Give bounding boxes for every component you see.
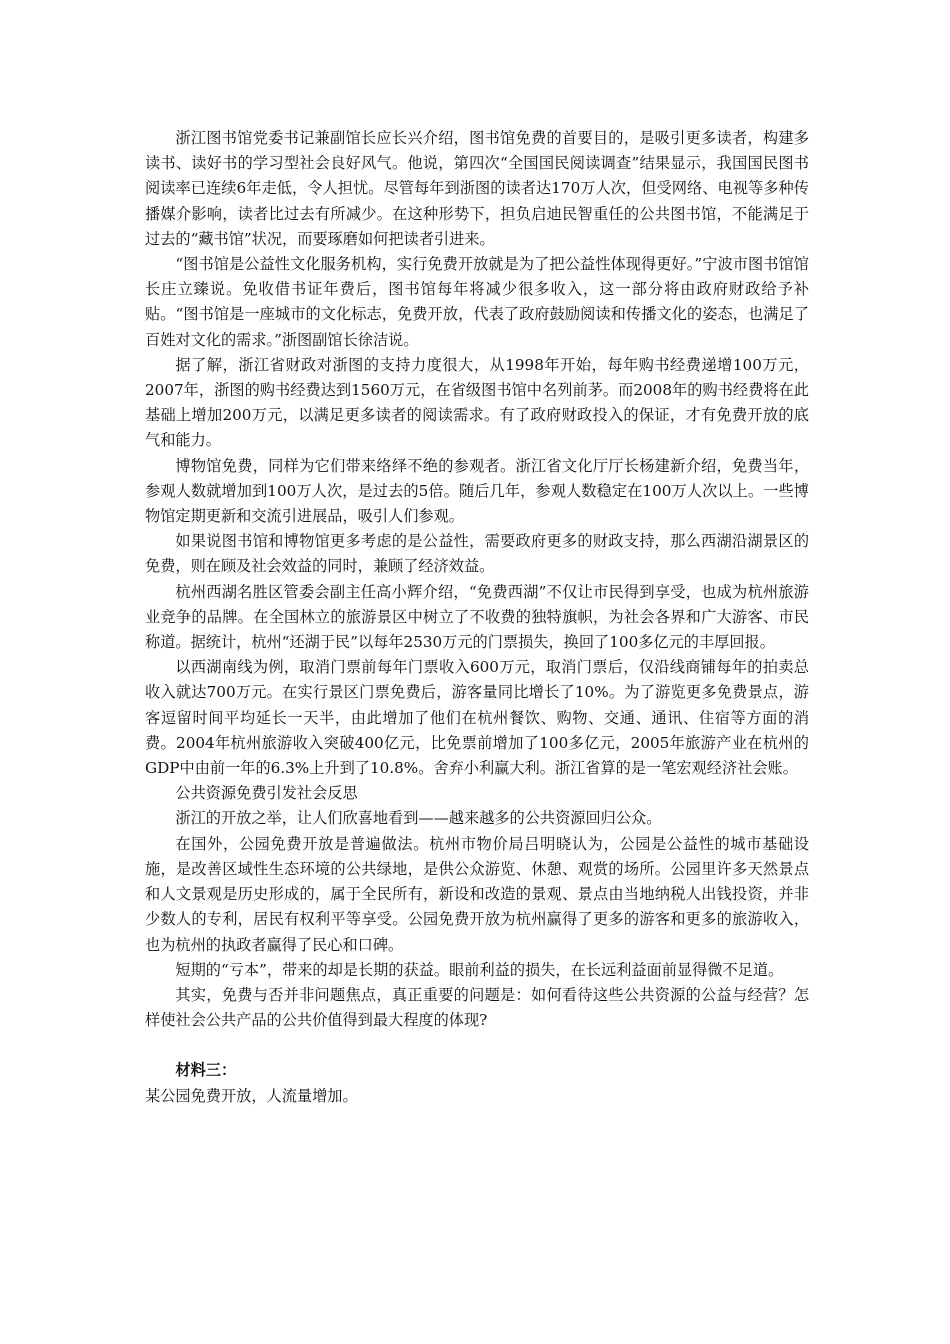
- document-body: [145, 126, 809, 1109]
- paragraph: 短期的“亏本”，带来的却是长期的获益。眼前利益的损失，在长远利益面前显得微不足道。: [175, 960, 784, 979]
- paragraph: “图书馆是公益性文化服务机构，实行免费开放就是为了把公益性体现得更好。”宁波市图书馆馆长庄立臻说。免收借书证年费后，图书馆每年将减少很多收入，这一部分将由政府财政给予补贴。“图书馆是一座城市的文化标志，免费开放，代表了政府鼓励阅读和传播文化的姿态，也满足了百姓对文化的需求。”浙图副馆长徐洁说。: [145, 255, 809, 349]
- material-three-title: 材料三：: [175, 1061, 237, 1080]
- paragraph: 浙江的开放之举，让人们欣喜地看到——越来越多的公共资源回归公众。: [175, 809, 662, 828]
- paragraph: 浙江图书馆党委书记兼副馆长应长兴介绍，图书馆免费的首要目的，是吸引更多读者，构建多读书、读好书的学习型社会良好风气。他说，第四次“全国国民阅读调查”结果显示，我国国民图书阅读率已连续6年走低，令人担忧。尽管每年到浙图的读者达170万人次，但受网络、电视等多种传播媒介影响，读者比过去有所减少。在这种形势下，担负启迪民智重任的公共图书馆，不能满足于过去的“藏书馆”状况，而要琢磨如何把读者引进来。: [145, 129, 809, 248]
- subheading: 公共资源免费引发社会反思: [175, 784, 358, 803]
- material-three-text: 某公园免费开放，人流量增加。: [145, 1086, 358, 1105]
- paragraph: 在国外，公园免费开放是普遍做法。杭州市物价局吕明晓认为，公园是公益性的城市基础设施，是改善区域性生态环境的公共绿地，是供公众游览、休憩、观赏的场所。公园里许多天然景点和人文景观是历史形成的，属于全民所有，新设和改造的景观、景点由当地纳税人出钱投资，并非少数人的专利，居民有权利平等享受。公园免费开放为杭州赢得了更多的游客和更多的旅游收入，也为杭州的执政者赢得了民心和口碑。: [145, 834, 809, 954]
- paragraph: 如果说图书馆和博物馆更多考虑的是公益性，需要政府更多的财政支持，那么西湖沿湖景区的免费，则在顾及社会效益的同时，兼顾了经济效益。: [145, 532, 809, 576]
- paragraph: 其实，免费与否并非问题焦点，真正重要的问题是：如何看待这些公共资源的公益与经营？怎样使社会公共产品的公共价值得到最大程度的体现?: [145, 985, 809, 1030]
- paragraph: 据了解，浙江省财政对浙图的支持力度很大，从1998年开始，每年购书经费递增100万元，2007年，浙图的购书经费达到1560万元，在省级图书馆中名列前茅。而2008年的购书经费将在此基础上增加200万元，以满足更多读者的阅读需求。有了政府财政投入的保证，才有免费开放的底气和能力。: [145, 355, 809, 450]
- paragraph: 以西湖南线为例，取消门票前每年门票收入600万元，取消门票后，仅沿线商铺每年的拍卖总收入就达700万元。在实行景区门票免费后，游客量同比增长了10%。为了游览更多免费景点，游客逗留时间平均延长一天半，由此增加了他们在杭州餐饮、购物、交通、通讯、住宿等方面的消费。2004年杭州旅游收入突破400亿元，比免票前增加了100多亿元，2005年旅游产业在杭州的GDP中由前一年的6.3%上升到了10.8%。舍弃小利赢大利。浙江省算的是一笔宏观经济社会账。: [145, 658, 809, 778]
- paragraph: 博物馆免费，同样为它们带来络绎不绝的参观者。浙江省文化厅厅长杨建新介绍，免费当年，参观人数就增加到100万人次，是过去的5倍。随后几年，参观人数稳定在100万人次以上。一些博物馆定期更新和交流引进展品，吸引人们参观。: [145, 456, 809, 526]
- paragraph: 杭州西湖名胜区管委会副主任高小辉介绍，“免费西湖”不仅让市民得到享受，也成为杭州旅游业竞争的品牌。在全国林立的旅游景区中树立了不收费的独特旗帜，为社会各界和广大游客、市民称道。据统计，杭州“还湖于民”以每年2530万元的门票损失，换回了100多亿元的丰厚回报。: [145, 582, 809, 652]
